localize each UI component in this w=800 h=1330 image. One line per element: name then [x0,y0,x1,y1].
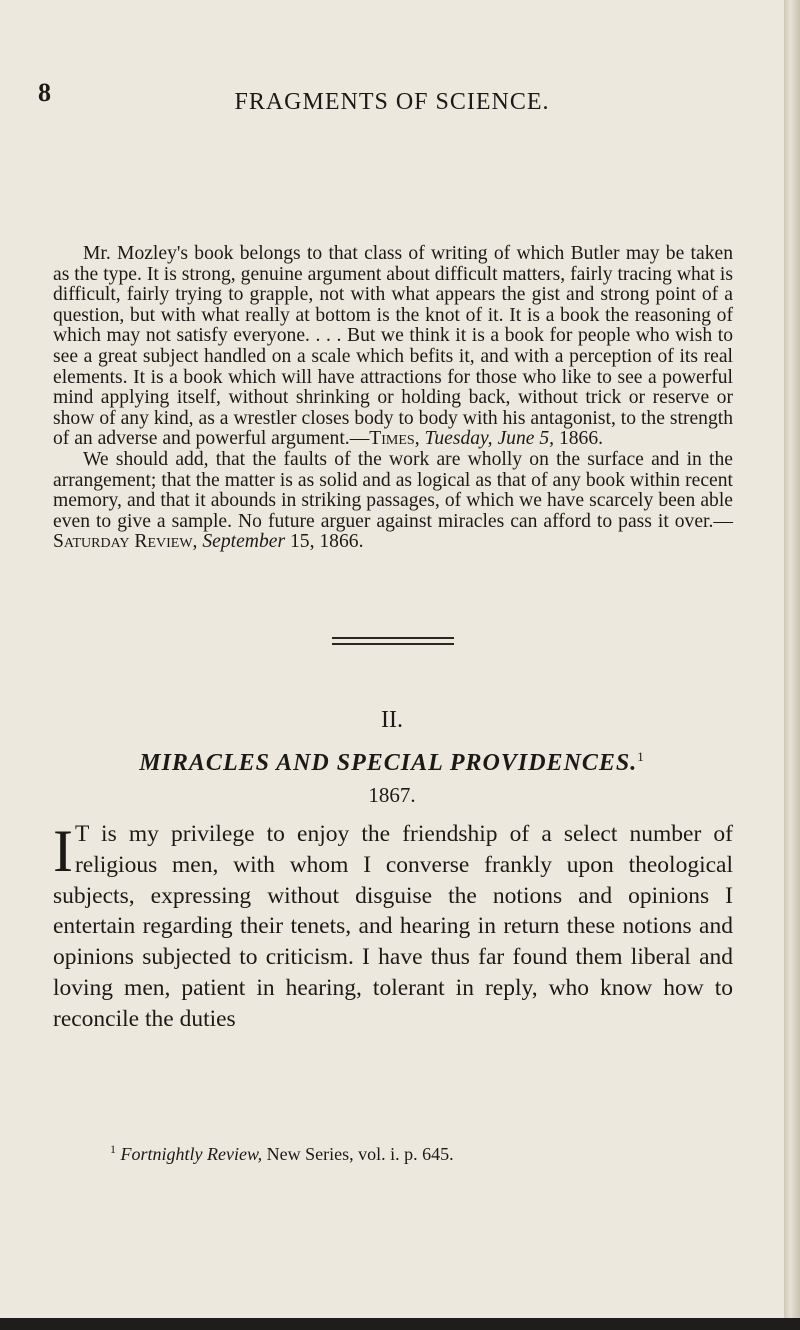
body-text [53,819,733,1035]
review-quote-saturday [53,450,733,553]
page-number: 8 [38,78,51,107]
page-edge-right [784,0,800,1330]
quote-source-times: Times [369,428,415,450]
body-paragraph [53,819,733,1035]
review-quotes [53,244,733,553]
chapter-title-text: MIRACLES AND SPECIAL PROVIDENCES. [139,750,638,776]
chapter-title [0,750,784,775]
page-edge-bottom [0,1318,800,1330]
section-divider-top [332,637,454,639]
section-divider-bottom [332,643,454,645]
review-quote-times: Mr. Mozley's book belongs to that class of writing of which Butler may be taken as the type. It is strong, genuine argument about difficult matters, fairly tracing what is difficult, fairly trying to grapple, not with what appears the gist and strong point of a question, but with what really at bottom is the knot of it. It is a book the reasoning of which may not satisfy everyone. . . . But we think it is a book for people who wish to see a great subject handled on a scale which befits it, and with a perception of its real elements. It is a book which will have attractions for those who like to see a powerful mind applying itself, without shrinking or holding back, without trick or reserve or show of any kind, as a wrestler closes body to body with his antagonist, to the strength of an adverse and powerful argument.—Times, Tuesday, June 5, 1866. [53,243,733,450]
drop-cap: I [53,818,73,884]
quote-text-times: Mr. Mozley's book belongs to that class of writing of which Butler may be taken as the type. It is strong, genuine argument about difficult matters, fairly tracing what is difficult, fairly trying to grapple, not with what appears the gist and strong point of a question, but with what really at bottom is the knot of it. It is a book the reasoning of which may not satisfy everyone. . . . But we think it is a book for people who wish to see a great subject handled on a scale which befits it, and with a perception of its real elements. It is a book which will have attractions for those who like to see a powerful mind applying itself, without shrinking or holding back, without trick or reserve or show of any kind, as a wrestler closes body to body with his antagonist, to the strength of an adverse and powerful argument.— [53,243,733,450]
quote-date-times: Tuesday, June 5, [424,428,555,450]
footnote-mark: 1 [110,1142,116,1156]
body-paragraph-text: is my privilege to enjoy the friendship of a select number of religious men, with whom I converse frankly upon theological subjects, expressing without disguise the notions and opinions I entertain regarding their tenets, and hearing in return these notions and opinions subjected to criticism. I have thus far found them liberal and loving men, patient in hearing, tolerant in reply, who know how to reconcile the duties [53,821,733,1032]
chapter-year: 1867. [368,783,416,807]
first-word-letter: T [74,821,89,847]
footnote [110,1143,750,1163]
quote-date-saturday: September [202,531,286,553]
section-number: II. [381,707,403,733]
footnote-reference-mark: 1 [637,749,645,764]
quote-source-saturday: Saturday Review, [53,531,198,553]
footnote-journal: Fortnightly Review, [120,1144,263,1164]
quote-text-saturday: We should add, that the faults of the work are wholly on the surface and in the arrangement; that the matter is as solid and as logical as that of any book within recent memory, and that it abounds in striking passages, of which we have scarcely been able even to give a sample. No future arguer against miracles can afford to pass it over.— [53,448,733,532]
footnote-citation: New Series, vol. i. p. 645. [266,1144,454,1164]
running-title: FRAGMENTS OF SCIENCE. [234,89,550,115]
quote-year-times: 1866. [558,428,604,450]
quote-year-saturday: 15, 1866. [289,531,364,553]
